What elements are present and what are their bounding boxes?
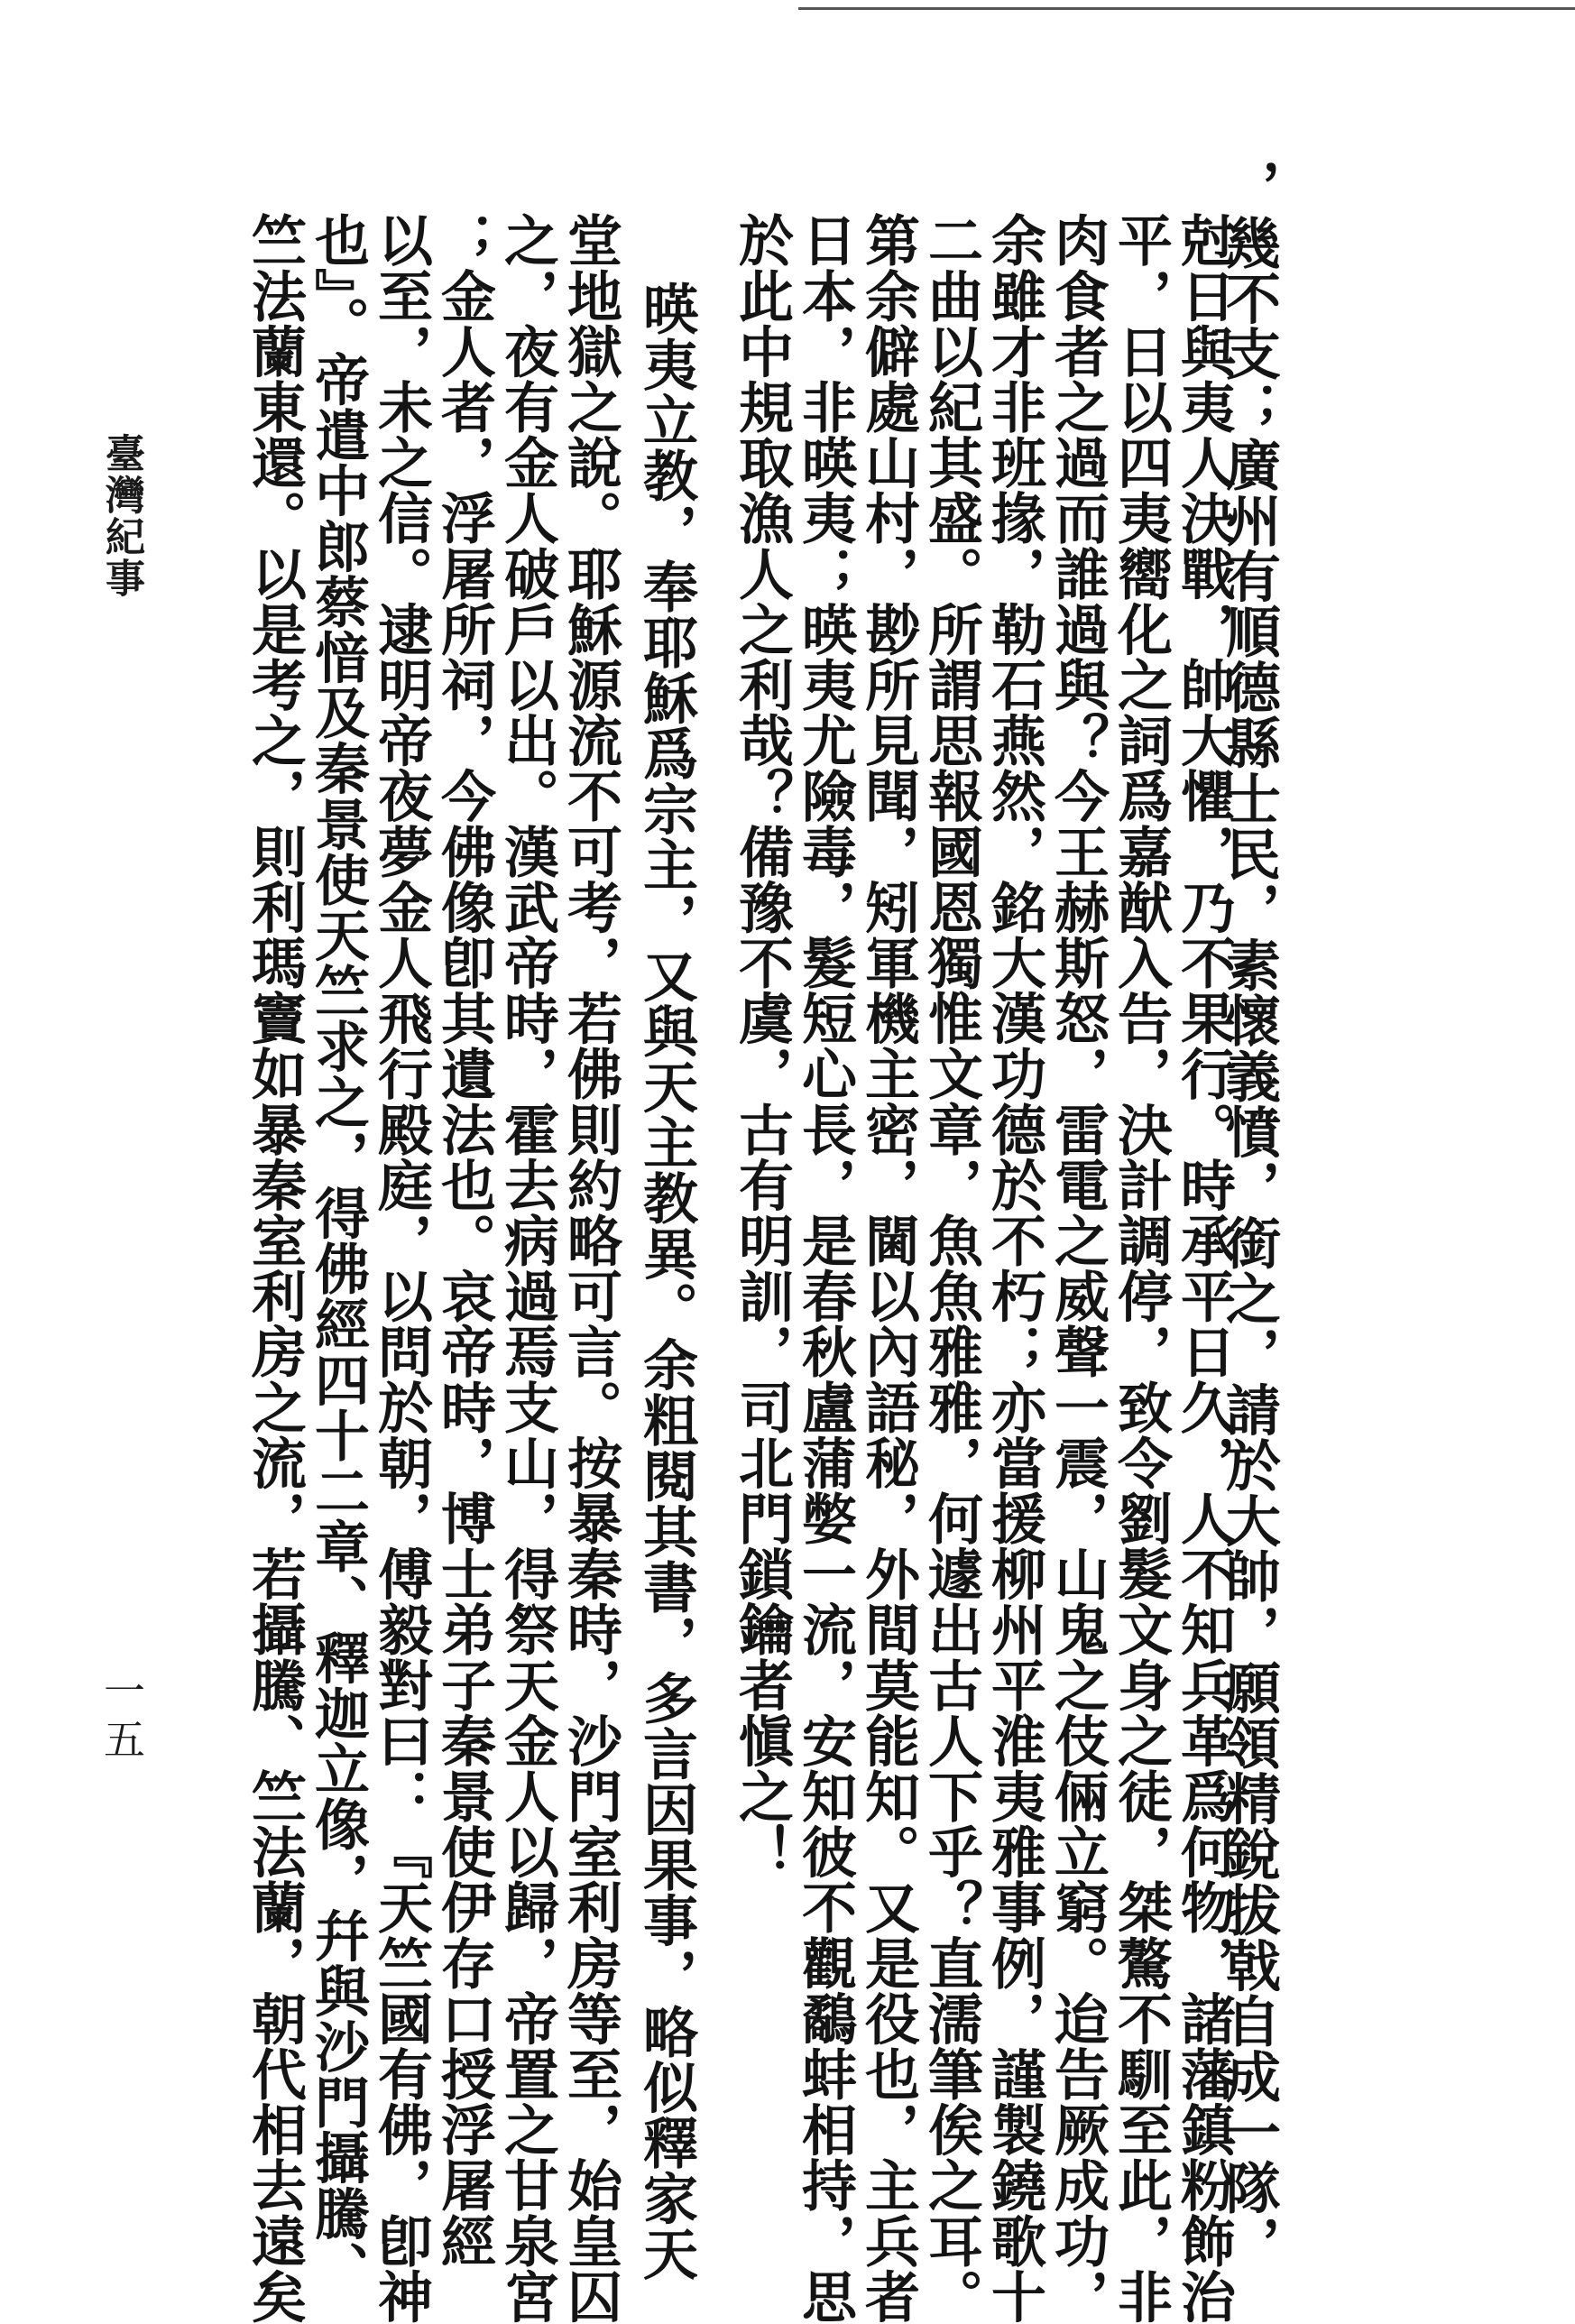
- text-column-7: 第余僻處山村，尠所見聞，矧軍機主密，閫以內語秘，外間莫能知。又是役也，主兵者: [856, 212, 920, 2324]
- text-column-9: 於此中規取漁人之利哉？備豫不虞，古有明訓，司北門鎖鑰者愼之！: [730, 212, 794, 1879]
- text-column-8: 日本，非暎夷；暎夷尤險毒，髮短心長，是春秋盧蒲嫳一流，安知彼不觀鷸蚌相持，思: [793, 212, 857, 2324]
- text-column-11: 堂地獄之說。耶穌源流不可考，若佛則約略可言。按暴秦時，沙門室利房等至，始皇囚: [558, 212, 622, 2324]
- text-column-16: 竺法蘭東還。以是考之，則利瑪竇如暴秦室利房之流，若攝騰、竺法蘭，朝代相去遠矣: [243, 212, 307, 2324]
- text-column-2: 尅日與夷人決戰，帥大懼，乃不果行。時承平日久，人不知兵革爲何物，諸藩鎮粉飾治: [1172, 212, 1236, 2324]
- text-column-4: 肉食者之過而誰過與？今王赫斯怒，雷電之威聲一震，山鬼之伎倆立窮。迨告厥成功，: [1045, 212, 1110, 2324]
- page-number: 一五: [97, 1669, 146, 1766]
- text-column-3: 平，日以四夷嚮化之詞爲嘉猷入告，決計調停，致令劉髮文身之徒，桀驁不馴至此，非: [1109, 212, 1173, 2324]
- text-column-13: ；金人者，浮屠所祠，今佛像卽其遺法也。哀帝時，博士弟子秦景使伊存口授浮屠經: [432, 212, 496, 2269]
- text-column-6: 二曲以紀其盛。所謂思報國恩獨惟文章，魚魚雅雅，何遽出古人下乎？直濡筆俟之耳。: [919, 212, 983, 2324]
- text-column-12: 之，夜有金人破戶以出。漢武帝時，霍去病過焉支山，得祭天金人以歸，帝置之甘泉宮: [495, 212, 559, 2324]
- text-column-14: 以至，未之信。逮明帝夜夢金人飛行殿庭，以問於朝，傅毅對曰：『天竺國有佛，卽神: [369, 212, 433, 2324]
- text-column-1: ，幾不支；廣州有順德縣士民，素懷義憤，銜之，請於大帥，願領精銳拔戟自成一隊，: [1217, 159, 1281, 2271]
- top-rule: [798, 7, 1575, 10]
- text-column-10: 暎夷立教，奉耶穌爲宗主，又與天主教異。余粗閱其書，多言因果事，略似釋家天: [634, 281, 698, 2282]
- text-column-5: 余雖才非班掾，勒石燕然，銘大漢功德於不朽；亦當援柳州平淮夷雅事例，謹製鐃歌十: [982, 212, 1046, 2324]
- running-title: 臺灣紀事: [98, 433, 144, 599]
- text-column-15: 也』。帝遣中郎蔡愔及秦景使天竺求之，得佛經四十二章、釋迦立像，幷與沙門攝騰、: [306, 212, 370, 2297]
